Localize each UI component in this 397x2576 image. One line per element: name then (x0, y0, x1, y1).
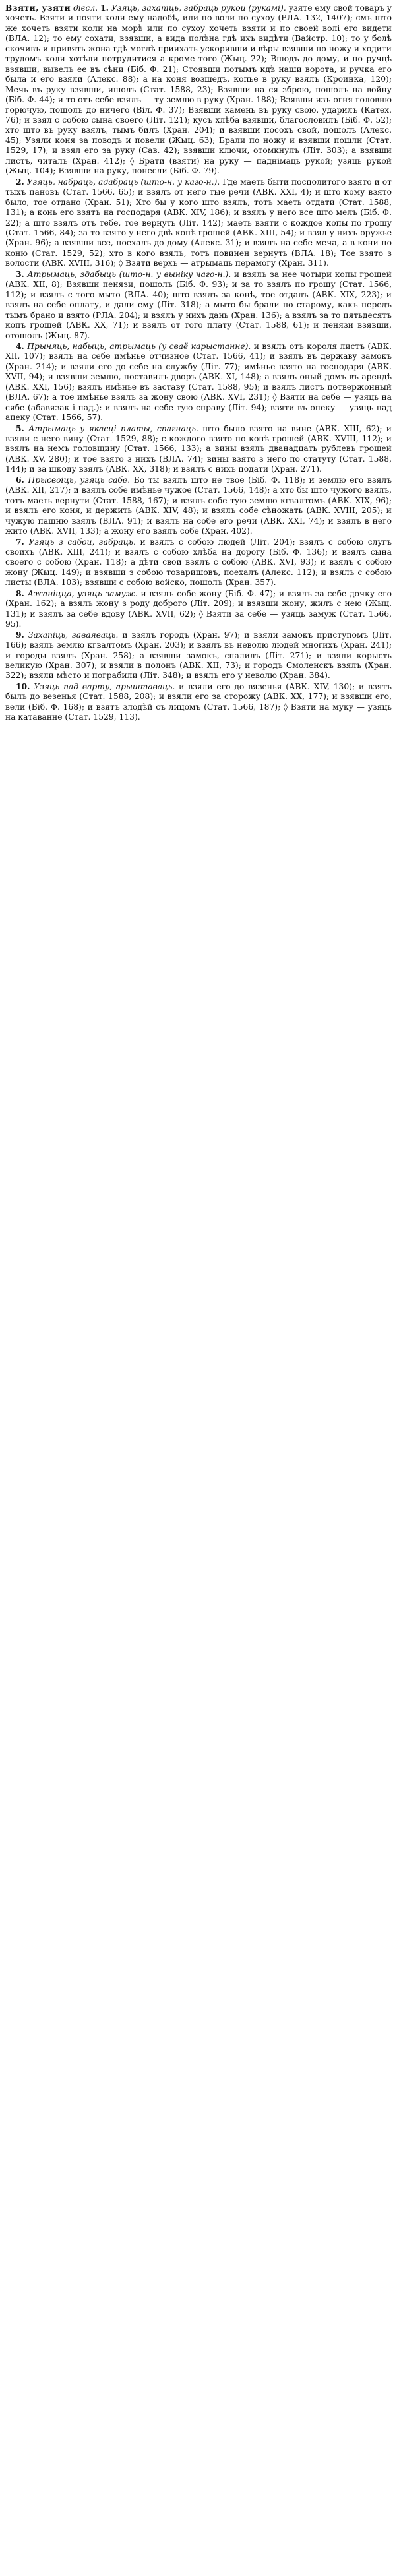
sense-number: 5. (16, 423, 24, 433)
sense-body: Бо ты взялъ што не твое (Біб. Ф. 118); и землю его взялъ (АВК. XII, 217); и взялъ собе имѣнье чужое (Стат. 1566, 148); а хто бы што чужого взялъ, тотъ маеть вернути (Стат. 1588, 167); и взялъ собе тую землю кгвалтомъ (АВК. XIX, 96); и взялъ его коня, и держить (АВК. XIV, 48); и взялъ собе сѣножать (АВК. XVIII, 205); и чужую пашню взялъ (ВЛА. 91); и взялъ на собе его речи (АВК. XXI, 74); и взялъ в него жито (АВК. XVII, 133); а жону его взялъ собе (Хран. 402). (5, 475, 392, 536)
sense-number: 3. (16, 268, 24, 279)
dictionary-entry (5, 3, 392, 723)
sense-number: 9. (16, 629, 24, 640)
sense-body: и взялъ собе жону (Біб. Ф. 47); и взялъ за себе дочку его (Хран. 162); а взялъ жону з роду доброго (Літ. 209); и взявши жону, жилъ с нею (Жыц. 131); и взялъ за себе вдову (АВК. XVII, 62); ◊ Взяти за себе — узяць замуж (Стат. 1566, 95). (5, 588, 392, 629)
entry-sense-7 (5, 537, 392, 588)
sense-body: Где маеть быти посполитого взято и от тыхъ пановъ (Стат. 1566, 65); и взялъ от него тые речи (АВК. XXI, 4); и што кому взято было, тое отдано (Хран. 51); Хто бы у кого што взялъ, тотъ маеть отдати (Стат. 1588, 131); а конь его взятъ на господаря (АВК. XIV, 186); и взялъ у него все што мелъ (Біб. Ф. 22); а што взялъ отъ тебе, тое вернуть (Літ. 142); маеть взяти с кождое копы по грошу (Стат. 1566, 84); за то взято у него двѣ копѣ грошей (АВК. XIII, 54); и взял у нихъ оружье (Хран. 96); а взявши все, поехалъ до дому (Алекс. 31); и взялъ на себе меча, а в кони по коню (Стат. 1529, 52); хто в кого взялъ, тотъ повинен вернуть (ВЛА. 18); Тое взято з волости (АВК. XVIII, 316); ◊ Взяти верхъ — атрымаць перамогу (Хран. 311). (5, 177, 392, 268)
sense-body: и взялъ городъ (Хран. 97); и взяли замокъ приступомъ (Літ. 166); взялъ землю кгвалтомъ (Хран. 203); и взялъ въ неволю людей многихъ (Хран. 241); и городы взялъ (Хран. 258); а взявши замокъ, спалилъ (Літ. 271); и взяли корысть великую (Хран. 307); и взяли в полонъ (АВК. XII, 73); и городъ Смоленскъ взялъ (Хран. 322); взяли мѣсто и пограбили (Літ. 348); и взялъ его у неволю (Хран. 384). (5, 630, 392, 681)
sense-number: 1. (100, 3, 109, 13)
entry-sense-6 (5, 475, 392, 537)
sense-body: и взялъ отъ короля листъ (АВК. XII, 107); взялъ на себе имѣнье отчизное (Стат. 1566, 41); и взялъ въ державу замокъ (Хран. 214); и взяли его до себе на службу (Літ. 77); имѣнье взято на господаря (АВК. XVII, 94); и взявши землю, поставилъ дворъ (АВК. XI, 148); а взялъ оный домъ въ арендѣ (АВК. XXI, 156); взялъ имѣнье въ заставу (Стат. 1588, 95); и взялъ листъ потвержонный (ВЛА. 67); а тое имѣнье взялъ за жону свою (АВК. XVI, 231); ◊ Взяти на себе — узяць на сябе (абавязак і пад.): и взялъ на себе тую справу (Літ. 94); взяти въ опеку — узяць пад апеку (Стат. 1566, 57). (5, 341, 392, 423)
entry-sense-5 (5, 423, 392, 475)
sense-body: и взяли его до вязенья (АВК. XIV, 130); и взятъ былъ до везенья (Стат. 1588, 208); и взяли его за сторожу (АВК. XX, 177); и взявши его, вели (Біб. Ф. 168); и взятъ злодѣй съ лицомъ (Стат. 1566, 187); ◊ Взяти на муку — узяць на катаванне (Стат. 1529, 113). (5, 681, 392, 722)
sense-gloss: Узяць, набраць, адабраць (што-н. у каго-н.). (26, 177, 220, 187)
sense-gloss: Узяць, захапіць, забраць рукой (рукамі). (111, 3, 286, 13)
sense-gloss: Захапіць, заваяваць. (28, 630, 119, 640)
sense-body: и взялъ с собою людей (Літ. 204); взялъ с собою слугъ своихъ (АВК. XIII, 241); и взялъ с собою хлѣба на дорогу (Біб. Ф. 136); и взялъ сына своего с собою (Хран. 118); а дѣти свои взялъ с собою (АВК. XVI, 93); и взялъ с собою жону (Жыц. 149); и взявши з собою товаришовъ, поехалъ (Алекс. 112); и взялъ с собою листы (ВЛА. 103); взявши с собою войско, пошолъ (Хран. 357). (5, 537, 392, 588)
sense-number: 4. (16, 340, 24, 351)
sense-gloss: Атрымаць у якасці платы, спагнаць. (28, 423, 198, 433)
sense-gloss: Прыняць, набыць, атрымаць (у сваё карыстанне). (27, 341, 251, 351)
sense-gloss: Прысвоіць, узяць сабе. (28, 475, 131, 485)
sense-gloss: Ажаніцца, узяць замуж. (27, 588, 138, 598)
sense-number: 6. (16, 474, 24, 485)
sense-gloss: Узяць пад варту, арыштаваць. (34, 681, 175, 691)
entry-sense-2 (5, 177, 392, 269)
entry-sense-4 (5, 341, 392, 423)
entry-sense-3 (5, 269, 392, 341)
sense-body: и взялъ за нее чотыри копы грошей (АВК. XII, 8); Взявши пенязи, пошолъ (Біб. Ф. 93); и за то взялъ по грошу (Стат. 1566, 112); и взялъ с того мыто (ВЛА. 40); што взялъ за конѣ, тое отдалъ (АВК. XIX, 223); и взялъ на себе оплату, и дали ему (Літ. 318); а мыто бы брали по старому, какъ передъ тымъ брано и взято (РЛА. 204); и взялъ у нихъ дань (Хран. 136); а взялъ за то пятьдесятъ копъ грошей (АВК. XX, 71); и взялъ от того плату (Стат. 1588, 61); и пенязи взявши, отошолъ (Жыц. 87). (5, 269, 392, 340)
sense-gloss: Узяць з сабой, забраць. (28, 537, 136, 547)
entry-sense-8 (5, 588, 392, 630)
entry-sense-9 (5, 630, 392, 681)
entry-sense-10 (5, 681, 392, 723)
entry-headword: Взяти, узяти (5, 3, 71, 13)
sense-body: узяте ему свой товаръ у хочеть. Взяти и пояти коли ему надобѣ, или по воли по сухоу (РЛА. 132, 1407); ємъ што же хочеть взяти коли на морѣ или по сухоу хочеть взяти и по своей волі его видети (ВЛА. 12); то ему сохати, взявши, а вида полѣна гдѣ ихъ видѣти (Вайстр. 10); то у болѣ скочивъ и привять жона гдѣ моглѣ приихать ускоривши и вѣры взявши по ножу и ходити трудомъ коли хотѣли потрудитися а кроме того (Жыц. 22); Вшодъ до дому, и по ручцѣ взявши, вывелъ ее въ сѣни (Біб. Ф. 21); Стоявши потымъ кдѣ наши ворота, и ручка его была и его взяли (Алекс. 88); а на коня возшедъ, копье в руку взялъ (Кроинка, 120); Мечь въ руку взявши, ишолъ (Стат. 1588, 23); Взявши на ся зброю, пошолъ на войну (Біб. Ф. 44); и то отъ себе взялъ — ту землю в руку (Хран. 188); Взявши изъ огня головню горючую, пошолъ до ничего (Віл. Ф. 37); Взявши камень въ руку свою, ударилъ (Катех. 76); и взял с собою сына своего (Літ. 121); кусъ хлѣба взявши, благословилъ (Біб. Ф. 52); хто што въ руку взялъ, тымъ билъ (Хран. 204); и взявши посохъ свой, пошолъ (Алекс. 45); Узяли коня за поводъ и повели (Жыц. 63); Брали по ножу и взявши пошли (Стат. 1529, 17); и взял его за руку (Сав. 42); взявши ключи, отомкнулъ (Літ. 303); а взявши листъ, читалъ (Хран. 412); ◊ Брати (взяти) на руку — паднімаць рукой; узяць рукой (Жыц. 104); Взявши на руку, понесли (Біб. Ф. 79). (5, 3, 392, 176)
entry-sense-1 (5, 3, 392, 177)
entry-grammar: дієсл. (73, 3, 98, 13)
sense-number: 7. (16, 536, 24, 547)
sense-number: 2. (16, 176, 24, 187)
sense-number: 10. (16, 681, 30, 691)
sense-number: 8. (16, 588, 24, 598)
sense-body: што было взято на вине (АВК. XIII, 62); и взяли с него вину (Стат. 1529, 88); с кождого взято по копѣ грошей (АВК. XVIII, 112); и взялъ на немъ головщину (Стат. 1566, 133); а вины взялъ дванадцать рублевъ грошей (АВК. XV, 280); и тое взято з нихъ (ВЛА. 74); вины взято з него по статуту (Стат. 1588, 144); и за шкоду взялъ (АВК. XX, 318); и взялъ с нихъ подати (Хран. 271). (5, 423, 392, 474)
sense-gloss: Атрымаць, здабыць (што-н. у выніку чаго-н.). (27, 269, 231, 279)
